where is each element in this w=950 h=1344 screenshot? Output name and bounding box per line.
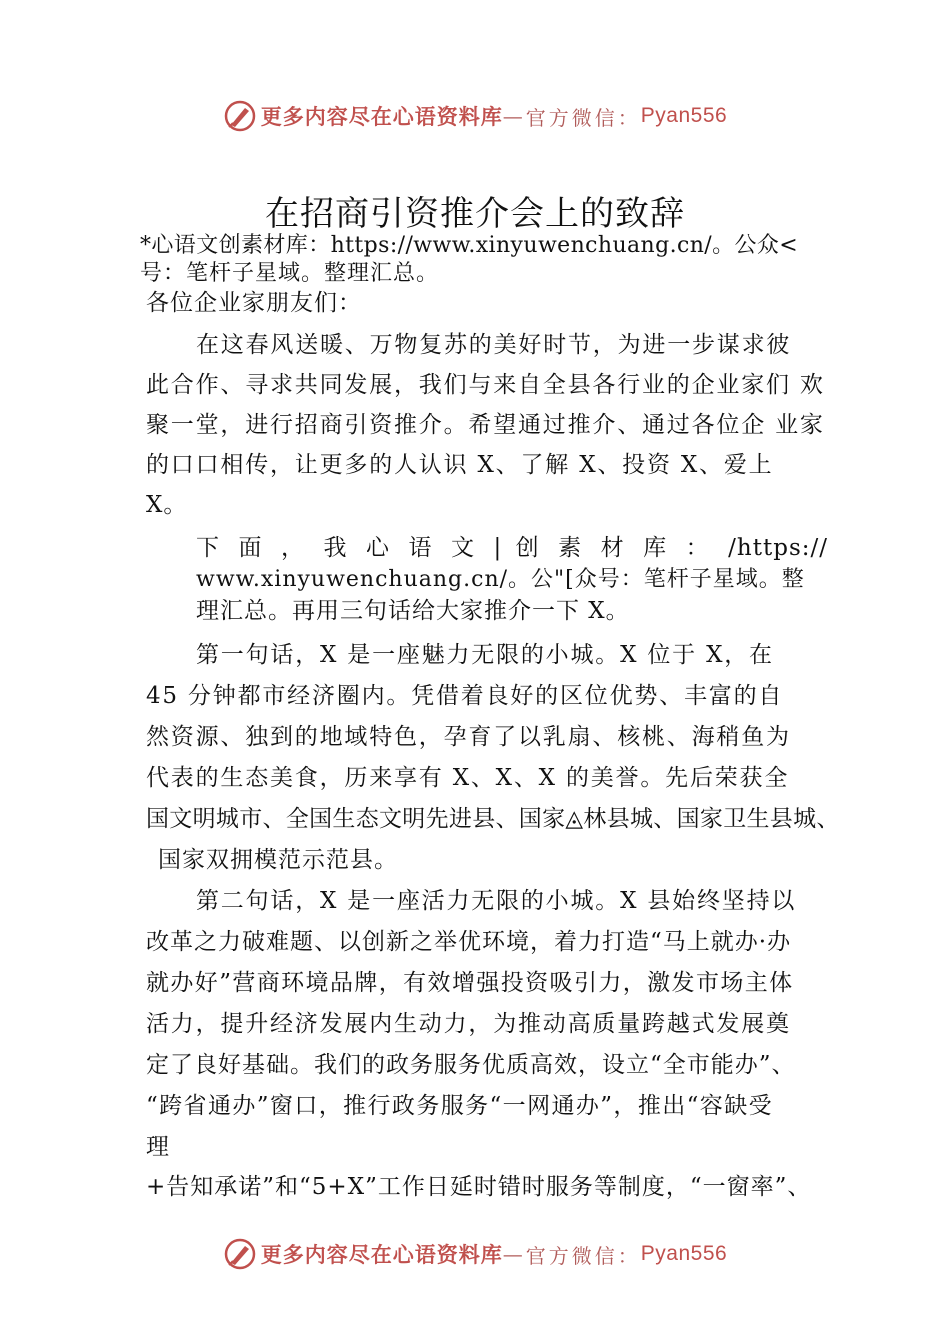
body-line: 国文明城市、全国生态文明先进县、国家◬林县城、国家卫生县城、 [146,806,840,832]
body-line: 第二句话，X 是一座活力无限的小城。X 县始终坚持以 [196,888,797,914]
watermark-wechat-id: Pyan556 [640,1242,728,1265]
body-line: 活力，提升经济发展内生动力，为推动高质量跨越式发展奠 [146,1011,791,1037]
body-line: 下 面 ， 我 心 语 文 | 创 素 材 库 ： /https:// [196,535,828,561]
body-line: 聚一堂，进行招商引资推介。希望通过推介、通过各位企 业家 [146,412,825,438]
body-line: www.xinyuwenchuang.cn/。公"[众号：笔杆子星域。整 [196,567,805,592]
watermark-dash: — [502,104,526,128]
body-line: 就办好”营商环境品牌，有效增强投资吸引力，激发市场主体 [146,970,794,996]
quill-pen-icon [223,99,257,133]
watermark-sub-text: 官方微信： [525,1243,641,1268]
body-line: 在这春风送暖、万物复苏的美好时节，为进一步谋求彼 [196,332,792,358]
body-line: 代表的生态美食，历来享有 X、X、X 的美誉。先后荣获全 [146,765,790,791]
body-line: 定了良好基础。我们的政务服务优质高效，设立“全市能办”、 [146,1052,796,1078]
body-line: 理 [146,1134,170,1160]
body-line: *心语文创素材库：https://www.xinyuwenchuang.cn/。公众< [140,233,799,258]
body-line: 各位企业家朋友们： [146,290,362,316]
body-line: 第一句话，X 是一座魅力无限的小城。X 位于 X，在 [196,642,774,668]
body-line: 号：笔杆子星域。整理汇总。 [140,261,440,286]
body-line: 改革之力破难题、以创新之举优环境，着力打造“马上就办·办 [146,929,792,955]
body-line: 理汇总。再用三句话给大家推介一下 X。 [196,598,630,624]
watermark-banner-bottom [0,1234,950,1274]
watermark-dash: — [502,1242,526,1266]
body-line: 的口口相传，让更多的人认识 X、了解 X、投资 X、爱上 [146,452,774,478]
quill-pen-icon [223,1237,257,1271]
body-line: 此合作、寻求共同发展，我们与来自全县各行业的企业家们 欢 [146,372,825,398]
body-line: “跨省通办”窗口，推行政务服务“一网通办”，推出“容缺受 [146,1093,773,1119]
body-line: X。 [146,492,188,518]
watermark-banner-top [0,96,950,136]
watermark-sub-text: 官方微信： [525,105,641,130]
body-line: 国家双拥模范示范县。 [158,847,398,873]
watermark-wechat-id: Pyan556 [640,104,728,127]
watermark-main-text: 更多内容尽在心语资料库 [260,1242,503,1267]
document-title: 在招商引资推介会上的致辞 [265,194,685,234]
body-line: +告知承诺”和“5+X”工作日延时错时服务等制度，“一窗率”、 [146,1174,812,1200]
body-line: 然资源、独到的地域特色，孕育了以乳扇、核桃、海稍鱼为 [146,724,791,750]
body-line: 45 分钟都市经济圈内。凭借着良好的区位优势、丰富的自 [146,683,784,709]
watermark-main-text: 更多内容尽在心语资料库 [260,104,503,129]
